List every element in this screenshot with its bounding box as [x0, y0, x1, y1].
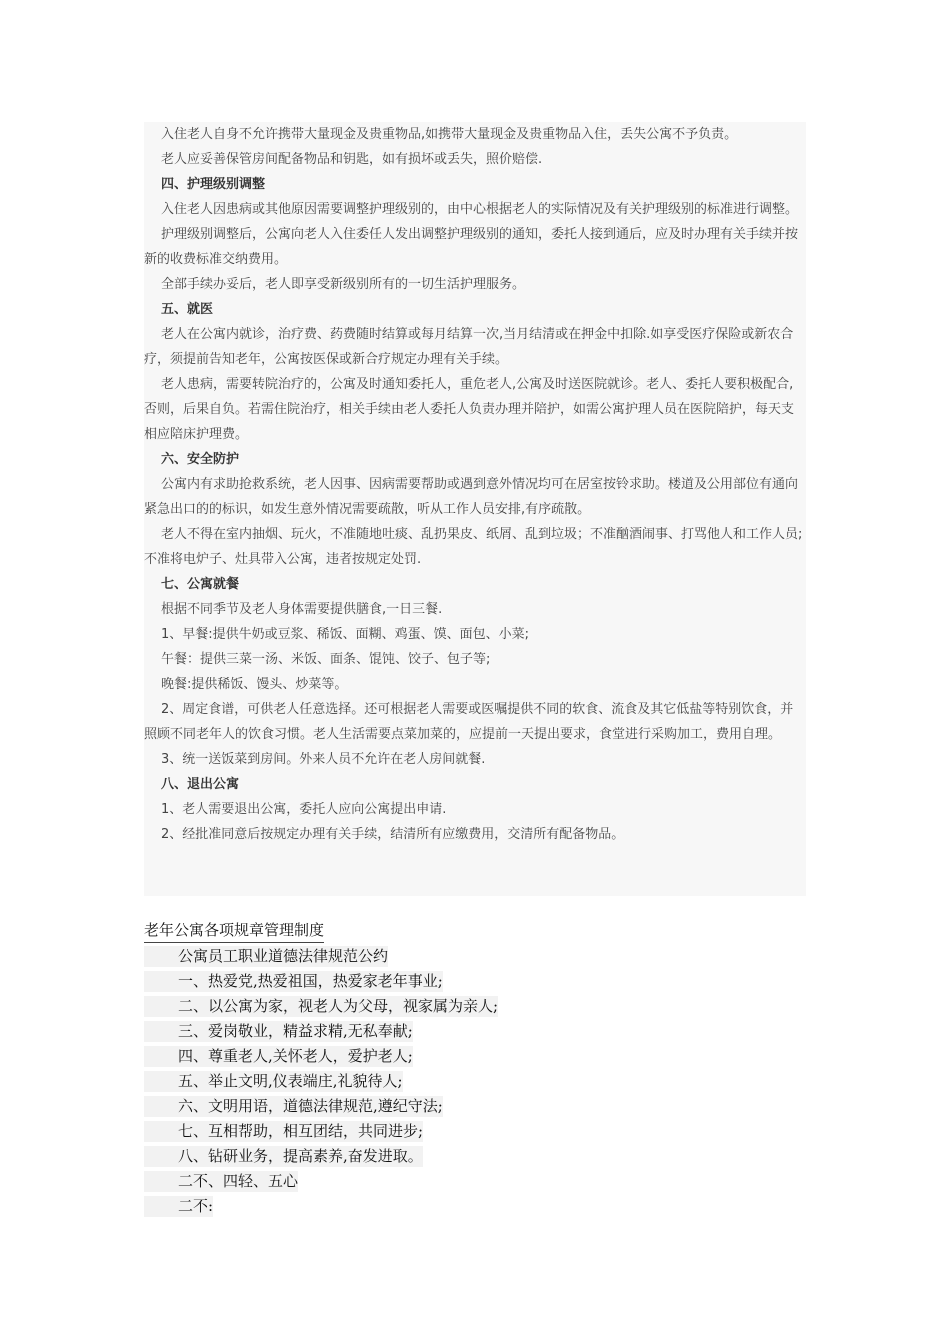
paragraph: 午餐：提供三菜一汤、米饭、面条、馄饨、饺子、包子等; — [161, 652, 491, 667]
list-item — [144, 968, 844, 993]
paragraph: 根据不同季节及老人身体需要提供膳食,一日三餐. — [161, 602, 443, 617]
regulations-title: 老年公寓各项规章管理制度 — [144, 918, 324, 943]
list-item-text: 四、尊重老人,关怀老人，爱护老人; — [144, 1046, 413, 1067]
section-heading: 六、安全防护 — [161, 452, 240, 467]
list-item-text: 公寓员工职业道德法律规范公约 — [144, 946, 388, 967]
list-item — [144, 1043, 844, 1068]
list-item — [144, 1118, 844, 1143]
list-item-text: 七、互相帮助，相互团结，共同进步; — [144, 1121, 423, 1142]
paragraph: 老人在公寓内就诊，治疗费、药费随时结算或每月结算一次,当月结清或在押金中扣除.如享受医疗保险或新农合疗，须提前告知老年，公寓按医保或新合疗规定办理有关手续。 — [144, 327, 794, 367]
paragraph: 晚餐:提供稀饭、馒头、炒菜等。 — [161, 677, 348, 692]
list-item — [144, 1068, 844, 1093]
paragraph: 2、经批准同意后按规定办理有关手续，结清所有应缴费用，交清所有配备物品。 — [161, 827, 625, 842]
section-heading: 五、就医 — [161, 302, 214, 317]
list-item-text: 六、文明用语，道德法律规范,遵纪守法; — [144, 1096, 443, 1117]
list-item-text: 三、爱岗敬业，精益求精,无私奉献; — [144, 1021, 413, 1042]
paragraph: 护理级别调整后，公寓向老人入住委任人发出调整护理级别的通知，委托人接到通后，应及时办理有关手续并按新的收费标准交纳费用。 — [144, 227, 799, 267]
code-of-conduct-list — [144, 943, 844, 1218]
paragraph: 入住老人自身不允许携带大量现金及贵重物品,如携带大量现金及贵重物品入住，丢失公寓不予负责。 — [161, 127, 738, 142]
list-item — [144, 993, 844, 1018]
paragraph: 公寓内有求助抢救系统，老人因事、因病需要帮助或遇到意外情况均可在居室按铃求助。楼道及公用部位有通向紧急出口的的标识，如发生意外情况需要疏散，听从工作人员安排,有序疏散。 — [144, 477, 799, 517]
section-heading: 七、公寓就餐 — [161, 577, 240, 592]
list-item — [144, 1193, 844, 1218]
section-heading: 八、退出公寓 — [161, 777, 240, 792]
list-item — [144, 1093, 844, 1118]
rules-section — [144, 122, 806, 896]
paragraph: 入住老人因患病或其他原因需要调整护理级别的，由中心根据老人的实际情况及有关护理级别的标准进行调整。 — [161, 202, 799, 217]
paragraph: 3、统一送饭菜到房间。外来人员不允许在老人房间就餐. — [161, 752, 486, 767]
list-item-text: 八、钻研业务，提高素养,奋发进取。 — [144, 1146, 423, 1167]
list-item — [144, 1018, 844, 1043]
list-item — [144, 1168, 844, 1193]
list-item — [144, 1143, 844, 1168]
list-item-text: 一、热爱党,热爱祖国，热爱家老年事业; — [144, 971, 443, 992]
regulations-section — [144, 918, 844, 1218]
paragraph: 老人应妥善保管房间配备物品和钥匙，如有损坏或丢失，照价赔偿. — [161, 152, 543, 167]
section-heading: 四、护理级别调整 — [161, 177, 266, 192]
paragraph: 1、老人需要退出公寓，委托人应向公寓提出申请. — [161, 802, 447, 817]
paragraph: 1、早餐:提供牛奶或豆浆、稀饭、面糊、鸡蛋、馍、面包、小菜; — [161, 627, 530, 642]
list-item-text: 二不、四轻、五心 — [144, 1171, 298, 1192]
list-item-text: 二、以公寓为家，视老人为父母，视家属为亲人; — [144, 996, 498, 1017]
list-item-text: 五、举止文明,仪表端庄,礼貌待人; — [144, 1071, 403, 1092]
list-item-text: 二不: — [144, 1196, 213, 1217]
paragraph: 老人不得在室内抽烟、玩火，不准随地吐痰、乱扔果皮、纸屑、乱到垃圾；不准酗酒闹事、打骂他人和工作人员;不准将电炉子、灶具带入公寓，违者按规定处罚. — [144, 527, 803, 567]
paragraph: 老人患病，需要转院治疗的，公寓及时通知委托人，重危老人,公寓及时送医院就诊。老人、委托人要积极配合,否则，后果自负。若需住院治疗，相关手续由老人委托人负责办理并陪护，如需公寓护理人员在医院陪护，每天支相应陪床护理费。 — [144, 377, 795, 442]
paragraph: 全部手续办妥后，老人即享受新级别所有的一切生活护理服务。 — [161, 277, 526, 292]
list-item — [144, 943, 844, 968]
paragraph: 2、周定食谱，可供老人任意选择。还可根据老人需要或医嘱提供不同的软食、流食及其它低盐等特别饮食，并照顾不同老年人的饮食习惯。老人生活需要点菜加菜的，应提前一天提出要求，食堂进行采购加工，费用自理。 — [144, 702, 794, 742]
